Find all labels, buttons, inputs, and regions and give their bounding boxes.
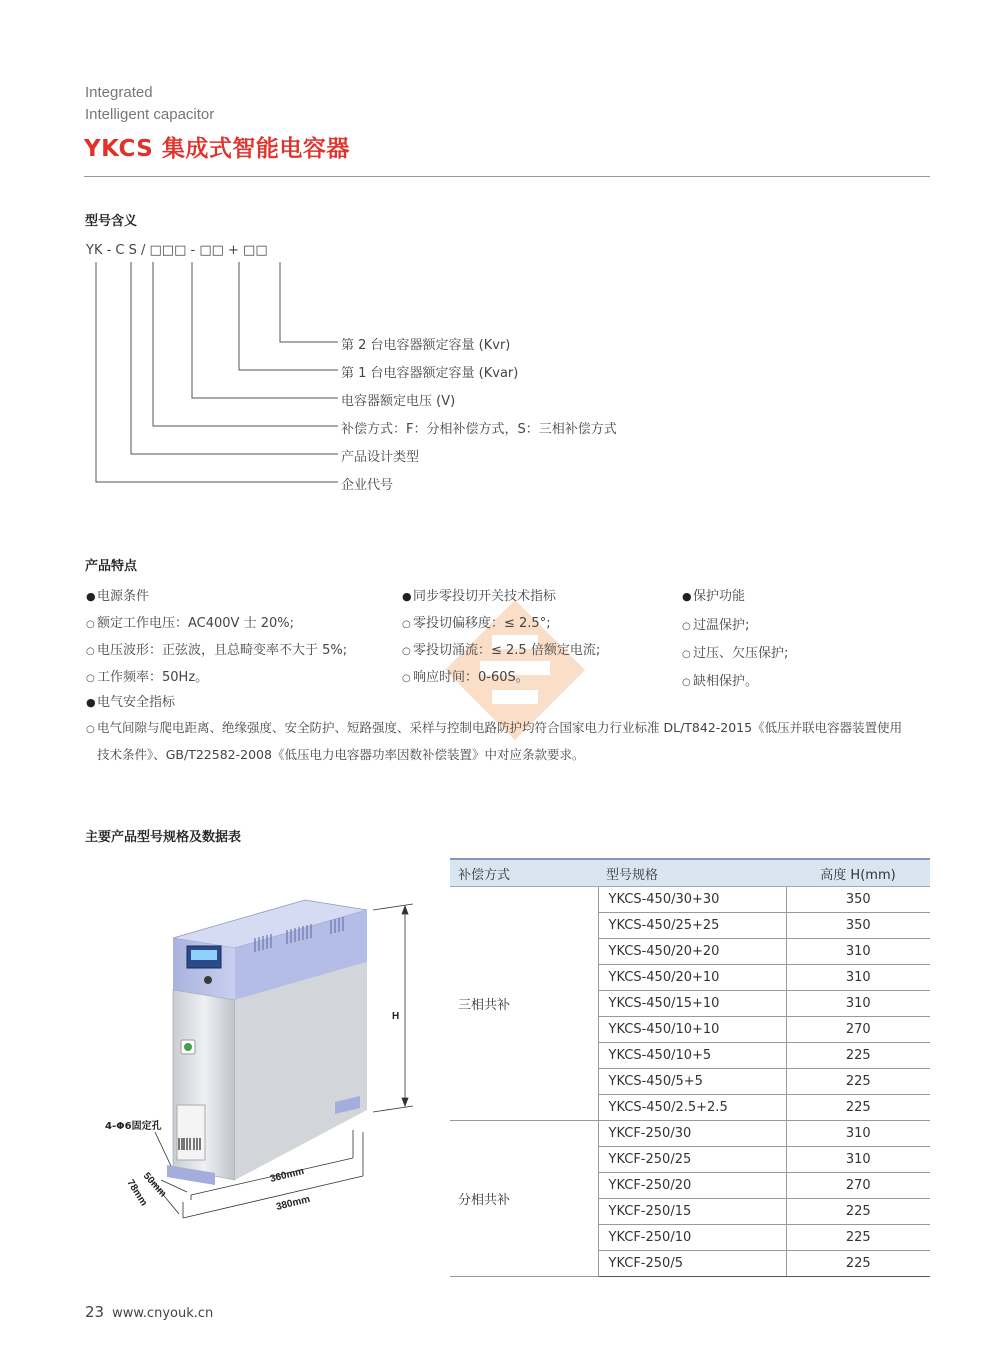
dim-380-label: 380mm (275, 1193, 312, 1213)
feature-safety-title: ●电气安全指标 (86, 695, 176, 710)
dim-360-label: 360mm (269, 1165, 306, 1185)
page-title: YKCS 集成式智能电容器 (84, 136, 350, 162)
leader-line-voltage (192, 262, 338, 398)
cell-height: 225 (786, 1199, 930, 1225)
feature-protection-title: ●保护功能 (682, 589, 746, 604)
col-header-model: 型号规格 (598, 859, 786, 887)
leader-line-design-type (131, 262, 338, 454)
model-meaning-heading: 型号含义 (85, 214, 138, 229)
cell-height: 225 (786, 1069, 930, 1095)
cell-model: YKCS-450/10+10 (598, 1017, 786, 1043)
header-line1: Integrated (85, 84, 153, 101)
spec-table (450, 858, 930, 1277)
cell-model: YKCS-450/5+5 (598, 1069, 786, 1095)
cell-height: 350 (786, 887, 930, 913)
cell-height: 310 (786, 1147, 930, 1173)
leader-line-second-capacity (280, 262, 338, 342)
cell-model: YKCS-450/25+25 (598, 913, 786, 939)
dim-78-label: 78mm (124, 1177, 150, 1209)
leader-line-compensation (153, 262, 338, 426)
label-rated-voltage: 电容器额定电压 (V) (341, 394, 456, 409)
table-row (450, 1121, 930, 1147)
group-split-phase: 分相共补 (450, 1121, 598, 1277)
cell-height: 310 (786, 1121, 930, 1147)
leader-line-company-code (96, 262, 338, 482)
dim-50-label: 50mm (140, 1170, 169, 1200)
cell-model: YKCS-450/20+20 (598, 939, 786, 965)
cell-model: YKCF-250/5 (598, 1251, 786, 1277)
capacitor-illustration (95, 880, 435, 1220)
cell-model: YKCS-450/30+30 (598, 887, 786, 913)
cell-model: YKCS-450/2.5+2.5 (598, 1095, 786, 1121)
feature-safety-line1: ○ 电气间隙与爬电距离、绝缘强度、安全防护、短路强度、采样与控制电路防护均符合国家电力行业标准 DL/T842-2015《低压并联电容器装置使用 (86, 720, 903, 735)
footer (85, 1303, 213, 1321)
cell-height: 225 (786, 1251, 930, 1277)
cell-height: 350 (786, 913, 930, 939)
cell-height: 270 (786, 1017, 930, 1043)
cell-model: YKCF-250/20 (598, 1173, 786, 1199)
dim-holes-label: 4-Φ6固定孔 (105, 1121, 162, 1132)
cell-model: YKCF-250/10 (598, 1225, 786, 1251)
model-code: YK - C S / □□□ - □□ + □□ (86, 243, 268, 258)
cell-model: YKCF-250/30 (598, 1121, 786, 1147)
feature-power-item: ○ 工作频率：50Hz。 (86, 670, 209, 685)
feature-switch-item: ○ 响应时间：0-60S。 (402, 670, 529, 685)
col-header-mode: 补偿方式 (450, 859, 598, 887)
label-first-capacity: 第 1 台电容器额定容量 (Kvar) (341, 366, 519, 381)
cell-model: YKCF-250/25 (598, 1147, 786, 1173)
cell-height: 225 (786, 1043, 930, 1069)
dim-height-label: H (392, 1011, 400, 1022)
feature-power-title: ●电源条件 (86, 589, 150, 604)
header-line2: Intelligent capacitor (85, 106, 215, 123)
group-three-phase: 三相共补 (450, 887, 598, 1121)
page-number: 23 (85, 1303, 105, 1321)
features-heading: 产品特点 (85, 559, 138, 574)
cell-height: 225 (786, 1225, 930, 1251)
leader-line-first-capacity (239, 262, 338, 370)
label-company-code: 企业代号 (341, 478, 394, 493)
feature-power-item: ○ 额定工作电压：AC400V 士 20%; (86, 616, 294, 631)
label-second-capacity: 第 2 台电容器额定容量 (Kvr) (341, 338, 511, 353)
cell-height: 270 (786, 1173, 930, 1199)
feature-switch-item: ○ 零投切涌流：≤ 2.5 倍额定电流; (402, 643, 601, 658)
cell-model: YKCS-450/10+5 (598, 1043, 786, 1069)
feature-power-item: ○ 电压波形：正弦波，且总畸变率不大于 5%; (86, 643, 348, 658)
feature-protection-item: ○ 缺相保护。 (682, 674, 759, 689)
cell-model: YKCS-450/20+10 (598, 965, 786, 991)
feature-protection-item: ○ 过温保护; (682, 618, 750, 633)
cell-model: YKCF-250/15 (598, 1199, 786, 1225)
label-design-type: 产品设计类型 (341, 450, 420, 465)
label-compensation-mode: 补偿方式：F：分相补偿方式，S：三相补偿方式 (341, 422, 617, 437)
cell-height: 310 (786, 939, 930, 965)
cell-model: YKCS-450/15+10 (598, 991, 786, 1017)
table-row (450, 887, 930, 913)
spec-table-header (450, 859, 930, 887)
feature-safety-line2: 技术条件》、GB/T22582-2008《低压电力电容器功率因数补偿装置》中对应条款要求。 (97, 747, 585, 762)
footer-url: www.cnyouk.cn (112, 1306, 214, 1321)
cell-height: 310 (786, 991, 930, 1017)
cell-height: 310 (786, 965, 930, 991)
feature-protection-item: ○ 过压、欠压保护; (682, 646, 789, 661)
feature-switch-title: ●同步零投切开关技术指标 (402, 589, 557, 604)
feature-switch-item: ○ 零投切偏移度：≤ 2.5°; (402, 616, 551, 631)
cell-height: 225 (786, 1095, 930, 1121)
spec-heading: 主要产品型号规格及数据表 (85, 830, 242, 845)
col-header-height: 高度 H(mm) (786, 859, 930, 887)
